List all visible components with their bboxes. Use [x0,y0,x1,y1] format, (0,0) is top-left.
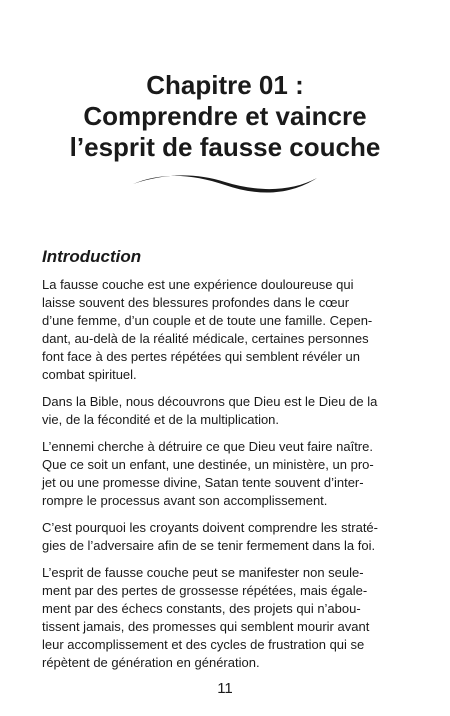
text-line: combat spirituel. [42,367,137,382]
text-line: rompre le processus avant son accomplissement. [42,493,328,508]
text-line: La fausse couche est une expérience douloureuse qui [42,277,354,292]
text-line: jet ou une promesse divine, Satan tente souvent d’inter- [42,475,364,490]
text-line: L’esprit de fausse couche peut se manifester non seule- [42,565,364,580]
text-line: répètent de génération en génération. [42,655,260,670]
paragraph [42,564,408,672]
section-heading: Introduction [42,247,142,266]
chapter-title-line: Comprendre et vaincre [83,101,367,131]
page-number: 11 [217,680,233,697]
text-line: Que ce soit un enfant, une destinée, un ministère, un pro- [42,457,374,472]
paragraph [42,393,408,429]
text-line: tissent jamais, des promesses qui semblent mourir avant [42,619,370,634]
paragraph [42,276,408,384]
paragraph [42,438,408,510]
text-line: vie, de la fécondité et de la multiplication. [42,412,280,427]
text-line: C’est pourquoi les croyants doivent comprendre les straté- [42,520,378,535]
text-line: ment par des pertes de grossesse répétées, mais égale- [42,583,368,598]
body-text [42,276,408,681]
paragraph [42,519,408,555]
swash-divider-icon [131,170,319,200]
text-line: d’une femme, d’un couple et de toute une famille. Cepen- [42,313,373,328]
chapter-title-line: Chapitre 01 : [146,70,304,100]
chapter-title [0,70,450,163]
text-line: ment par des échecs constants, des projets qui n’abou- [42,601,361,616]
text-line: leur accomplissement et des cycles de frustration qui se [42,637,365,652]
chapter-title-line: l’esprit de fausse couche [69,132,381,162]
text-line: laisse souvent des blessures profondes dans le cœur [42,295,350,310]
text-line: Dans la Bible, nous découvrons que Dieu est le Dieu de la [42,394,378,409]
text-line: font face à des pertes répétées qui semblent révéler un [42,349,360,364]
text-line: gies de l’adversaire afin de se tenir fermement dans la foi. [42,538,376,553]
text-line: dant, au-delà de la réalité médicale, certaines personnes [42,331,369,346]
text-line: L’ennemi cherche à détruire ce que Dieu veut faire naître. [42,439,373,454]
